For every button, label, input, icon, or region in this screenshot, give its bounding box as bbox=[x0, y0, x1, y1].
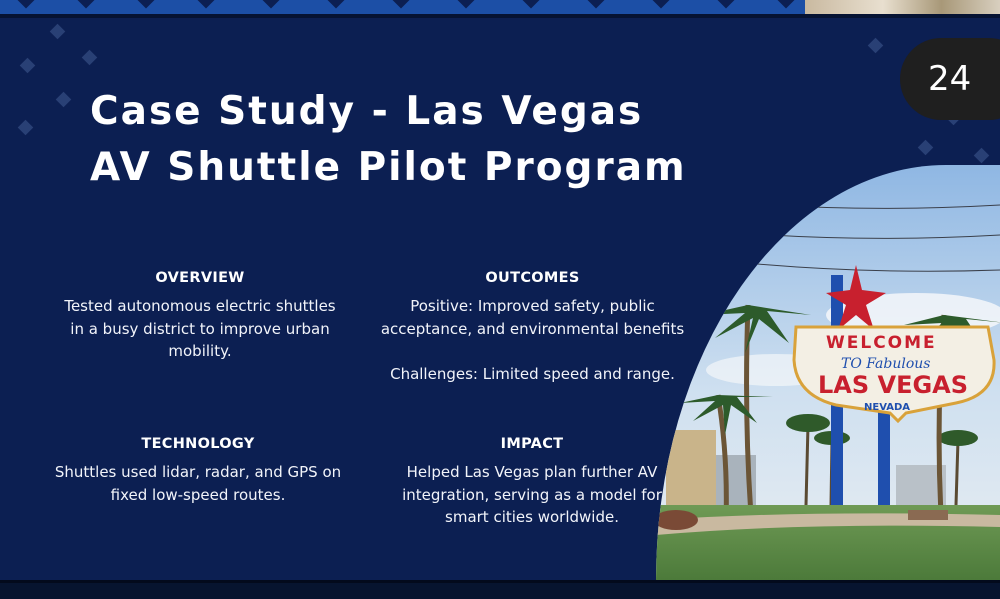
technology-heading: TECHNOLOGY bbox=[141, 436, 255, 452]
top-photo-strip bbox=[805, 0, 1000, 14]
overview-body: Tested autonomous electric shuttles in a busy district to improve urban mobility. bbox=[64, 297, 336, 360]
sparkle-decoration bbox=[50, 24, 66, 40]
impact-section bbox=[392, 436, 672, 529]
sparkle-decoration bbox=[56, 92, 72, 108]
las-vegas-sign-photo bbox=[656, 165, 1000, 580]
slide-top-edge bbox=[0, 14, 1000, 18]
outcomes-section bbox=[375, 270, 690, 385]
title-line-2: AV Shuttle Pilot Program bbox=[90, 145, 687, 190]
overview-heading: OVERVIEW bbox=[155, 270, 245, 286]
outcomes-body: Positive: Improved safety, public acceptance, and environmental benefits Challenges: Limited speed and range. bbox=[380, 297, 685, 383]
title-line-1: Case Study - Las Vegas bbox=[90, 89, 644, 134]
sparkle-decoration bbox=[18, 120, 34, 136]
impact-body: Helped Las Vegas plan further AV integration, serving as a model for smart cities worldwide. bbox=[402, 463, 662, 526]
sign-city-text: LAS VEGAS bbox=[818, 371, 969, 399]
outcomes-heading: OUTCOMES bbox=[485, 270, 580, 286]
sparkle-decoration bbox=[918, 140, 934, 156]
sign-welcome-text: WELCOME bbox=[826, 333, 937, 353]
impact-heading: IMPACT bbox=[500, 436, 564, 452]
slide-title bbox=[90, 84, 690, 196]
sparkle-decoration bbox=[974, 148, 990, 164]
page-number: 24 bbox=[928, 59, 972, 99]
sign-state-text: NEVADA bbox=[864, 402, 911, 413]
sparkle-decoration bbox=[20, 58, 36, 74]
technology-body: Shuttles used lidar, radar, and GPS on fixed low-speed routes. bbox=[54, 463, 342, 504]
sparkle-decoration bbox=[868, 38, 884, 54]
overview-section bbox=[60, 270, 340, 363]
bottom-band bbox=[0, 580, 1000, 599]
sign-to-fabulous-text: TO Fabulous bbox=[841, 356, 931, 372]
sparkle-decoration bbox=[82, 50, 98, 66]
technology-section bbox=[48, 436, 348, 506]
page-number-badge bbox=[900, 38, 1000, 120]
